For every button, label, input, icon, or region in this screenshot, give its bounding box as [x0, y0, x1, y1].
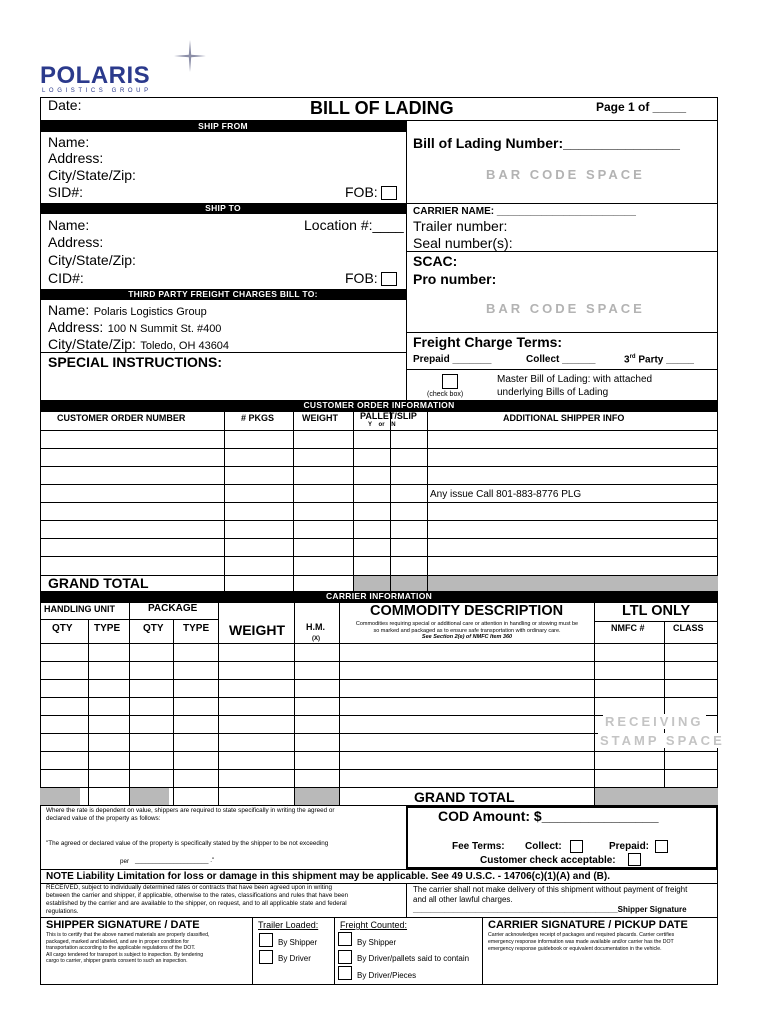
ship-to-fob-checkbox[interactable] — [381, 272, 397, 286]
ship-from-fob-checkbox[interactable] — [381, 186, 397, 200]
master-bol-checkbox[interactable] — [442, 374, 458, 389]
date-label: Date: — [48, 97, 82, 113]
ci-commodity-note-1: Commodities requiring special or additional care or attention in handling or stowing must be — [355, 621, 579, 627]
ci-package: PACKAGE — [148, 603, 198, 614]
ship-to-city: City/State/Zip: — [48, 252, 136, 268]
ci-col-line — [218, 602, 219, 805]
polaris-logo — [40, 42, 190, 97]
co-row-line — [40, 448, 718, 449]
co-row-line — [40, 430, 718, 431]
counted-by-driver-pallets-checkbox[interactable] — [338, 950, 352, 964]
co-row-line — [40, 520, 718, 521]
co-col-line — [353, 411, 354, 591]
shipper-sig-text-5: cargo to carrier, shipper grants consent to such an inspection. — [46, 958, 188, 965]
third-party-city-label: City/State/Zip: — [48, 336, 136, 352]
third-party-address — [48, 319, 221, 337]
ci-type-1: TYPE — [94, 623, 121, 634]
trailer-number-label: Trailer number: — [413, 218, 508, 234]
ci-handling-unit: HANDLING UNIT — [44, 604, 115, 614]
trailer-by-driver: By Driver — [278, 954, 311, 963]
form-title: BILL OF LADING — [310, 98, 454, 118]
received-line-2: between the carrier and shipper, if applicable, otherwise to the rates, classifications and rules that have been — [46, 892, 349, 899]
ci-grand-total-shaded-3 — [294, 787, 339, 805]
receiving-stamp-1: RECEIVING — [605, 714, 704, 729]
co-row-line — [40, 556, 718, 557]
ship-from-bar: SHIP FROM — [40, 121, 406, 132]
third-label: 3 — [624, 354, 630, 366]
freight-prepaid: Prepaid _______ — [413, 354, 492, 365]
declared-line-2: declared value of the property as follows: — [46, 815, 161, 822]
co-header-order-number: CUSTOMER ORDER NUMBER — [57, 413, 186, 423]
star-icon — [174, 40, 206, 72]
co-col-line — [427, 411, 428, 591]
third-party-address-value: 100 N Summit St. #400 — [107, 323, 222, 335]
cod-prepaid-checkbox[interactable] — [655, 840, 668, 853]
logo-name: POLARIS — [40, 62, 151, 89]
trailer-by-shipper-checkbox[interactable] — [259, 933, 273, 947]
co-row-line — [40, 538, 718, 539]
co-col-line — [390, 411, 391, 591]
shipper-signature-line: ______________________________________________Shipper Signature — [413, 905, 687, 914]
ci-qty-1: QTY — [52, 623, 73, 634]
third-party-name-label: Name: — [48, 302, 90, 318]
master-bol-text-1: Master Bill of Lading: with attached — [497, 374, 653, 385]
declared-line-1: Where the rate is dependent on value, shippers are required to state specifically in writing the agreed or — [46, 807, 335, 814]
third-party-city-value: Toledo, OH 43604 — [140, 340, 230, 352]
ci-grand-total-shaded-2 — [129, 787, 169, 805]
pro-number-label: Pro number: — [413, 271, 497, 287]
ci-col-line — [294, 602, 295, 805]
shipper-sig-text-1: This is to certify that the above named materials are properly classified, — [46, 932, 210, 938]
ci-nmfc: NMFC # — [611, 623, 645, 633]
ci-commodity-note — [340, 621, 594, 641]
ci-col-line — [88, 619, 89, 805]
ci-class: CLASS — [673, 623, 704, 633]
counted-by-driver-pallets: By Driver/pallets said to contain — [357, 954, 470, 963]
counted-by-driver-pieces: By Driver/Pieces — [357, 971, 417, 980]
received-line-3: established by the carrier and are available to the shipper, on request, and to all applicable state and federal — [46, 900, 347, 907]
master-bol-text-2: underlying Bills of Lading — [497, 387, 609, 398]
co-row-line — [40, 484, 718, 485]
shipper-sig-text-3: transportation according to the applicable regulations of the DOT. — [46, 945, 196, 952]
ci-col-line — [594, 602, 595, 805]
co-col-line — [293, 411, 294, 591]
ship-to-bar: SHIP TO — [40, 203, 406, 214]
ci-type-2: TYPE — [183, 623, 210, 634]
co-grand-total: GRAND TOTAL — [48, 575, 149, 591]
declared-dash: _____________________ ." — [135, 857, 215, 864]
cod-customer-check: Customer check acceptable: — [480, 855, 616, 866]
ship-to-cid: CID#: — [48, 270, 84, 286]
logo-subtitle: LOGISTICS GROUP — [42, 88, 152, 94]
carrier-sig-text-2: emergency response information was made available and/or carrier has the DOT — [488, 939, 674, 945]
special-instructions-label: SPECIAL INSTRUCTIONS: — [48, 354, 222, 370]
carrier-sig-text-1: Carrier acknowledges receipt of packages and required placards. Carrier certifies — [488, 932, 675, 938]
declared-value-text — [46, 807, 401, 823]
carrier-notice — [413, 885, 687, 905]
third-party-name-value: Polaris Logistics Group — [93, 306, 207, 318]
shipper-signature-text — [46, 932, 251, 965]
cod-collect-checkbox[interactable] — [570, 840, 583, 853]
ci-commodity-title: COMMODITY DESCRIPTION — [370, 603, 564, 619]
third-party-bar: THIRD PARTY FREIGHT CHARGES BILL TO: — [40, 289, 406, 300]
co-row-line — [40, 502, 718, 503]
shipper-sig-text-2: packaged, marked and labeled, and are in proper condition for — [46, 938, 190, 945]
counted-by-driver-pieces-checkbox[interactable] — [338, 966, 352, 980]
ship-to-fob: FOB: — [345, 270, 378, 286]
ci-ltl-only: LTL ONLY — [622, 603, 691, 619]
co-issue-note: Any issue Call 801-883-8776 PLG — [430, 489, 582, 500]
ship-to-name: Name: — [48, 217, 90, 233]
carrier-signature-title: CARRIER SIGNATURE / PICKUP DATE — [488, 919, 688, 931]
ci-row-line — [40, 697, 718, 698]
co-header-additional-info: ADDITIONAL SHIPPER INFO — [503, 413, 625, 423]
carrier-info-bar: CARRIER INFORMATION — [40, 591, 718, 602]
cod-collect: Collect: — [525, 841, 562, 852]
freight-terms-title: Freight Charge Terms: — [413, 334, 563, 350]
trailer-by-driver-checkbox[interactable] — [259, 950, 273, 964]
liability-note: NOTE Liability Limitation for loss or damage in this shipment may be applicable. See 49 U.S.C. - 14706(c)(1)(A) and (B). — [46, 871, 611, 882]
receiving-stamp-2: STAMP SPACE — [600, 733, 725, 748]
counted-by-shipper: By Shipper — [357, 938, 397, 947]
ci-commodity-note-2: so marked and packaged as to ensure safe transportation with ordinary care. — [373, 627, 561, 634]
freight-counted-title: Freight Counted: — [340, 920, 408, 930]
freight-collect: Collect ______ — [526, 354, 596, 365]
check-box-note: (check box) — [427, 391, 464, 398]
carrier-notice-1: The carrier shall not make delivery of this shipment without payment of freight — [413, 885, 688, 894]
cod-fee-terms: Fee Terms: — [452, 841, 505, 852]
ship-to-location: Location #:____ — [304, 217, 404, 233]
third-rest: Party _____ — [635, 354, 694, 366]
third-party-address-label: Address: — [48, 319, 104, 335]
ship-from-fob: FOB: — [345, 184, 378, 200]
ci-row-line — [40, 679, 718, 680]
co-row-line — [40, 466, 718, 467]
co-header-yn: Y or N — [368, 422, 396, 428]
received-line-4: regulations. — [46, 908, 79, 915]
shipper-signature-title: SHIPPER SIGNATURE / DATE — [46, 919, 200, 931]
co-col-line — [224, 411, 225, 591]
ship-from-name: Name: — [48, 134, 90, 150]
third-sup: rd — [629, 354, 636, 360]
co-grand-total-shaded — [353, 575, 718, 591]
co-header-pkgs: # PKGS — [241, 413, 275, 423]
cod-amount: COD Amount: $_______________ — [438, 808, 659, 824]
ci-grand-total-shaded-1 — [40, 787, 80, 805]
carrier-notice-2: and all other lawful charges. — [413, 895, 513, 904]
declared-per: per — [120, 858, 130, 865]
shipper-sig-text-4: All cargo tendered for transport is subject to inspection. By tendering — [46, 951, 204, 958]
ci-qty-2: QTY — [143, 623, 164, 634]
trailer-by-shipper: By Shipper — [278, 938, 318, 947]
carrier-signature-text — [488, 932, 716, 953]
ci-row-line — [40, 769, 718, 770]
carrier-name-label: CARRIER NAME: _________________________ — [413, 206, 636, 217]
ci-row-line — [40, 661, 718, 662]
ci-hm-x: (X) — [312, 636, 320, 642]
ci-weight: WEIGHT — [229, 622, 285, 638]
bol-number-label: Bill of Lading Number:_______________ — [413, 135, 680, 151]
co-header-pallet-slip: PALLET/SLIP — [360, 411, 417, 421]
barcode-space-2: BAR CODE SPACE — [486, 301, 645, 316]
ci-col-line — [664, 621, 665, 787]
ci-commodity-note-3: See Section 2(e) of NMFC Item 360 — [421, 634, 513, 640]
scac-label: SCAC: — [413, 253, 458, 269]
ci-row-line — [40, 787, 718, 788]
ci-col-line — [173, 619, 174, 805]
received-text — [46, 884, 406, 916]
cod-prepaid: Prepaid: — [609, 841, 650, 852]
received-line-1: RECEIVED, subject to individually determined rates or contracts that have been agreed upon in writing — [46, 884, 332, 891]
ci-hm: H.M. — [306, 622, 325, 632]
carrier-sig-text-3: emergency response guidebook or equivalent documentation in the vehicle. — [488, 946, 662, 952]
ci-row-line — [594, 621, 718, 622]
seal-number-label: Seal number(s): — [413, 235, 513, 251]
ship-to-address: Address: — [48, 234, 104, 250]
ci-grand-total: GRAND TOTAL — [414, 789, 515, 805]
third-party-name — [48, 302, 207, 320]
page-label: Page 1 of _____ — [596, 100, 687, 114]
ci-row-line — [40, 643, 718, 644]
freight-third-party — [624, 354, 694, 365]
counted-by-shipper-checkbox[interactable] — [338, 932, 352, 946]
ship-from-address: Address: — [48, 150, 104, 166]
trailer-loaded-title: Trailer Loaded: — [258, 920, 319, 930]
ship-from-sid: SID#: — [48, 184, 84, 200]
barcode-space-1: BAR CODE SPACE — [486, 167, 645, 182]
cod-customer-check-checkbox[interactable] — [628, 853, 641, 866]
declared-line-3: "The agreed or declared value of the property is specifically stated by the shipper to be not exceeding — [46, 840, 329, 847]
ci-grand-total-shaded-4 — [594, 787, 718, 805]
ship-from-city: City/State/Zip: — [48, 167, 136, 183]
ci-col-line — [129, 602, 130, 805]
co-header-weight: WEIGHT — [302, 413, 338, 423]
ci-row-line — [40, 751, 718, 752]
customer-order-bar: CUSTOMER ORDER INFORMATION — [40, 400, 718, 411]
